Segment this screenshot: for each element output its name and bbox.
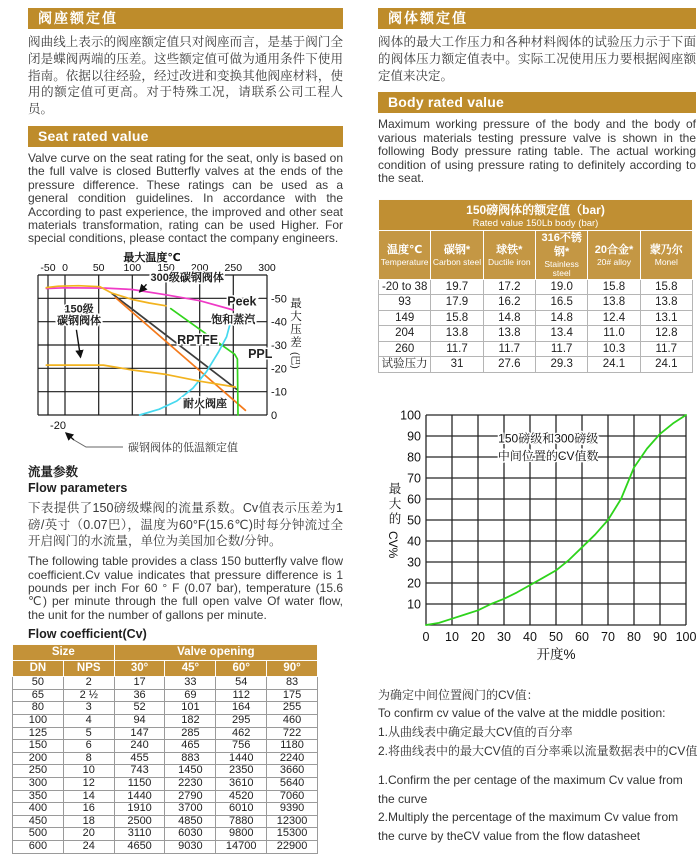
table-cell: 500 — [13, 828, 64, 841]
section-header-seat-cn: 阀座额定值 — [28, 8, 343, 29]
svg-text:150: 150 — [157, 261, 175, 274]
table-cell: 36 — [114, 689, 165, 702]
table-cell: 164 — [216, 702, 267, 715]
table-cell: 15.8 — [640, 279, 692, 295]
table-cell: 455 — [114, 752, 165, 765]
table-cell: 13.1 — [640, 310, 692, 326]
table-cell: 465 — [165, 740, 216, 753]
table-cell: 460 — [267, 715, 318, 728]
table-cell: 250 — [13, 765, 64, 778]
table-row — [13, 778, 318, 791]
svg-text:的: 的 — [388, 511, 402, 526]
table-cell: 462 — [216, 727, 267, 740]
table-cell: 11.7 — [483, 341, 535, 357]
table-cell: 722 — [267, 727, 318, 740]
svg-text:60: 60 — [407, 492, 421, 507]
svg-text:250: 250 — [224, 261, 243, 274]
section-header-body-en: Body rated value — [378, 92, 696, 113]
table-cell: 14 — [63, 790, 114, 803]
svg-text:-50: -50 — [40, 261, 56, 274]
cv-col-60: 60° — [216, 661, 267, 677]
table-cell: 150 — [13, 740, 64, 753]
table-row — [13, 727, 318, 740]
table-cell: 100 — [13, 715, 64, 728]
svg-text:-20: -20 — [50, 419, 66, 432]
cv-group-header-opening: Valve opening — [114, 645, 317, 661]
table-cell: 14.8 — [535, 310, 587, 326]
right-column — [378, 0, 696, 846]
svg-text:PPL: PPL — [248, 346, 273, 361]
svg-text:30: 30 — [497, 629, 511, 644]
body-col-temp: 温度℃ Temperature — [379, 231, 431, 279]
table-cell: 2230 — [165, 778, 216, 791]
table-cell: 8 — [63, 752, 114, 765]
table-cell: 13.8 — [588, 295, 640, 311]
table-cell: 11.0 — [588, 326, 640, 342]
table-cell: 69 — [165, 689, 216, 702]
body-rating-table — [378, 199, 693, 372]
table-cell: 2350 — [216, 765, 267, 778]
svg-text:40: 40 — [523, 629, 537, 644]
table-cell: 24 — [63, 840, 114, 853]
table-cell: 5640 — [267, 778, 318, 791]
table-cell: 18 — [63, 815, 114, 828]
table-cell: 15.8 — [431, 310, 483, 326]
cv-column-header-row — [13, 661, 318, 677]
table-cell: 255 — [267, 702, 318, 715]
table-cell: 7880 — [216, 815, 267, 828]
body-col-alloy: 20合金* 20# alloy — [588, 231, 640, 279]
svg-text:100: 100 — [123, 261, 142, 274]
table-cell: 83 — [267, 677, 318, 690]
table-cell: 883 — [165, 752, 216, 765]
table-cell: 31 — [431, 357, 483, 373]
table-row — [13, 828, 318, 841]
body-table-title-cn: 150磅阀体的额定值（bar) — [466, 203, 605, 218]
table-cell: 50 — [13, 677, 64, 690]
table-cell: 17.9 — [431, 295, 483, 311]
table-cell: 295 — [216, 715, 267, 728]
svg-text:大: 大 — [388, 496, 402, 511]
table-cell: 600 — [13, 840, 64, 853]
instruction-spacer — [378, 760, 696, 771]
svg-text:最: 最 — [388, 481, 402, 496]
table-cell: 13.8 — [431, 326, 483, 342]
table-cell: 1440 — [114, 790, 165, 803]
table-row — [379, 326, 693, 342]
svg-text:(巴): (巴) — [289, 351, 300, 369]
table-cell: 300 — [13, 778, 64, 791]
table-cell: 14700 — [216, 840, 267, 853]
table-cell: 260 — [379, 341, 431, 357]
body-table-title-en: Rated value 150Lb body (bar) — [472, 218, 599, 230]
table-cell: 6 — [63, 740, 114, 753]
instruction-line: To confirm cv value of the valve at the middle position: — [378, 706, 666, 721]
svg-text:300级碳钢阀体: 300级碳钢阀体 — [150, 271, 224, 284]
table-cell: 2 — [63, 677, 114, 690]
seat-intro-en: Valve curve on the seat rating for the seat, only is based on the full valve is closed Butterfly valves at the ends of the pressure difference. These ratings can be used as a general condition guidelines. In accordance with the According to past experience, the improved and other seat materials transformation, rating can be used Higher. For special conditions, please contact the company engineers. — [28, 150, 343, 246]
flow-params-title-cn: 流量参数 — [28, 464, 79, 479]
cv-group-header-size: Size — [13, 645, 115, 661]
svg-text:-40: -40 — [271, 316, 287, 329]
svg-text:大: 大 — [290, 310, 302, 323]
table-cell: 285 — [165, 727, 216, 740]
svg-text:300: 300 — [258, 261, 276, 274]
table-row — [13, 689, 318, 702]
table-cell: 65 — [13, 689, 64, 702]
cv-col-nps: NPS — [63, 661, 114, 677]
table-cell: 16 — [63, 803, 114, 816]
instruction-line: 2.将曲线表中的最大CV值的百分率乘以流量数据表中的CV值 — [378, 743, 698, 758]
svg-text:20: 20 — [407, 576, 421, 591]
table-cell: 7060 — [267, 790, 318, 803]
table-cell: 12300 — [267, 815, 318, 828]
table-row — [13, 815, 318, 828]
svg-text:-20: -20 — [271, 363, 287, 376]
flow-coefficient-table — [12, 644, 318, 853]
table-cell: 11.7 — [640, 341, 692, 357]
table-cell: 29.3 — [535, 357, 587, 373]
table-row — [13, 765, 318, 778]
table-cell: 149 — [379, 310, 431, 326]
svg-text:-10: -10 — [271, 386, 287, 399]
body-col-monel: 蒙乃尔 Monel — [640, 231, 692, 279]
table-cell: 1150 — [114, 778, 165, 791]
svg-text:CV%: CV% — [386, 530, 400, 559]
table-cell: 4850 — [165, 815, 216, 828]
section-header-body-cn: 阀体额定值 — [378, 8, 696, 29]
table-cell: 16.2 — [483, 295, 535, 311]
svg-text:200: 200 — [190, 261, 209, 274]
table-cell: 17 — [114, 677, 165, 690]
table-cell: 240 — [114, 740, 165, 753]
svg-text:60: 60 — [575, 629, 589, 644]
svg-text:20: 20 — [471, 629, 485, 644]
table-cell: 147 — [114, 727, 165, 740]
flow-text-en: The following table provides a class 150 butterfly valve flow coefficient.Cv value indicates that pressure difference is 1 pounds per inch For 60 ° F (0.07 bar), temperature (15.6 ℃) per minute through the full open valve Of water flow, the unit for the number of gallons per minute. — [28, 554, 343, 622]
svg-text:100: 100 — [675, 629, 696, 644]
table-cell: 9800 — [216, 828, 267, 841]
table-cell: 756 — [216, 740, 267, 753]
table-cell: 2500 — [114, 815, 165, 828]
table-row — [13, 840, 318, 853]
table-cell: 15300 — [267, 828, 318, 841]
svg-text:差: 差 — [290, 336, 302, 349]
table-cell: 3610 — [216, 778, 267, 791]
table-cell: 6010 — [216, 803, 267, 816]
table-cell: 22900 — [267, 840, 318, 853]
table-cell: 80 — [13, 702, 64, 715]
svg-text:碳钢阀体: 碳钢阀体 — [57, 314, 102, 327]
table-cell: 24.1 — [588, 357, 640, 373]
table-cell: 112 — [216, 689, 267, 702]
table-cell: 450 — [13, 815, 64, 828]
table-cell: 4 — [63, 715, 114, 728]
svg-text:100: 100 — [400, 408, 421, 423]
seat-intro-cn: 阀曲线上表示的阀座额定值只对阀座而言，是基于阀门全闭是蝶阀两端的压差。这些额定值可做为通用条件下使用指南。依据以往经验，经过改进和变换其他阀座材料，使用的额定值可更高。对于特殊工况，请联系公司工程人员。 — [28, 35, 343, 116]
table-cell: 24.1 — [640, 357, 692, 373]
svg-text:0: 0 — [271, 409, 278, 422]
table-cell: 2240 — [267, 752, 318, 765]
body-col-ductile: 球铁* Ductile iron — [483, 231, 535, 279]
table-row — [379, 310, 693, 326]
cv-instructions — [378, 686, 696, 846]
body-table-header-row — [379, 231, 693, 279]
svg-text:压: 压 — [290, 323, 302, 336]
table-cell: 125 — [13, 727, 64, 740]
table-cell: 3700 — [165, 803, 216, 816]
svg-text:90: 90 — [653, 629, 667, 644]
table-cell: 12.4 — [588, 310, 640, 326]
svg-text:耐火阀座: 耐火阀座 — [183, 397, 227, 410]
instruction-line: the curve by theCV value from the flow datasheet — [378, 828, 641, 843]
table-cell: 1450 — [165, 765, 216, 778]
cv-col-90: 90° — [267, 661, 318, 677]
section-header-seat-en: Seat rated value — [28, 126, 343, 147]
svg-text:50: 50 — [549, 629, 563, 644]
table-cell: 743 — [114, 765, 165, 778]
svg-text:50: 50 — [92, 261, 105, 274]
flow-params-title-en: Flow parameters — [28, 480, 128, 495]
table-cell: 54 — [216, 677, 267, 690]
table-row — [13, 752, 318, 765]
svg-text:30: 30 — [407, 555, 421, 570]
table-cell: 3660 — [267, 765, 318, 778]
seat-rating-chart — [28, 251, 343, 456]
table-cell: 10.3 — [588, 341, 640, 357]
cv-col-30: 30° — [114, 661, 165, 677]
svg-text:最: 最 — [290, 297, 302, 310]
body-intro-en: Maximum working pressure of the body and the body of various materials testing pressure valve is shown in the following Body pressure rating table. The actual working condition of using pressure rating to definitely according to the seat. — [378, 117, 696, 185]
body-table-title-row — [379, 200, 693, 231]
instruction-line: 1.从曲线表中确定最大CV值的百分率 — [378, 724, 573, 739]
table-cell: 3110 — [114, 828, 165, 841]
table-cell: 4520 — [216, 790, 267, 803]
table-cell: 175 — [267, 689, 318, 702]
svg-text:70: 70 — [407, 471, 421, 486]
table-cell: 1440 — [216, 752, 267, 765]
table-row — [13, 740, 318, 753]
cv-table-title: Flow coefficient(Cv) — [28, 627, 147, 642]
table-cell: 6030 — [165, 828, 216, 841]
svg-text:-30: -30 — [271, 339, 287, 352]
svg-text:150磅级和300磅级: 150磅级和300磅级 — [498, 431, 599, 446]
table-cell: 2 ½ — [63, 689, 114, 702]
table-row — [379, 279, 693, 295]
cv-group-header-row — [13, 645, 318, 661]
body-col-stainless: 316不锈钢* Stainless steel — [535, 231, 587, 279]
table-cell: 200 — [13, 752, 64, 765]
table-row — [13, 677, 318, 690]
body-intro-cn: 阀体的最大工作压力和各种材料阀体的试验压力示于下面的阀体压力额定值表中。实际工况使用压力要根据阀座额定值来决定。 — [378, 35, 696, 83]
svg-text:最大温度℃: 最大温度℃ — [123, 251, 181, 264]
table-cell: 14.8 — [483, 310, 535, 326]
table-cell: 101 — [165, 702, 216, 715]
table-cell: 20 — [63, 828, 114, 841]
svg-text:150级: 150级 — [64, 303, 94, 316]
table-row — [379, 357, 693, 373]
instruction-line: 为确定中间位置阀门的CV值： — [378, 687, 539, 702]
svg-text:RPTFE: RPTFE — [177, 332, 219, 347]
svg-text:Peek: Peek — [227, 294, 257, 309]
svg-text:10: 10 — [407, 597, 421, 612]
svg-text:40: 40 — [407, 534, 421, 549]
table-cell: 16.5 — [535, 295, 587, 311]
table-cell: 27.6 — [483, 357, 535, 373]
svg-text:饱和蒸汽: 饱和蒸汽 — [211, 313, 256, 326]
table-row — [13, 790, 318, 803]
table-cell: 204 — [379, 326, 431, 342]
table-cell: 12 — [63, 778, 114, 791]
table-cell: 19.0 — [535, 279, 587, 295]
table-cell: 15.8 — [588, 279, 640, 295]
instruction-line: the curve — [378, 791, 428, 806]
svg-text:中间位置的CV值数: 中间位置的CV值数 — [497, 448, 599, 463]
cv-percentage-chart — [378, 401, 696, 669]
grid — [426, 415, 686, 625]
svg-text:开度%: 开度% — [536, 646, 576, 662]
instruction-line: 1.Confirm the per centage of the maximum Cv value from — [378, 773, 683, 788]
svg-text:-50: -50 — [271, 293, 287, 306]
table-cell: 11.7 — [431, 341, 483, 357]
table-cell: 1180 — [267, 740, 318, 753]
instruction-line: 2.Multiply the percentage of the maximum Cv value from — [378, 810, 679, 825]
table-cell: 350 — [13, 790, 64, 803]
table-cell: 试验压力 — [379, 357, 431, 373]
table-cell: 4650 — [114, 840, 165, 853]
table-cell: 182 — [165, 715, 216, 728]
table-cell: 94 — [114, 715, 165, 728]
table-row — [13, 803, 318, 816]
cv-col-dn: DN — [13, 661, 64, 677]
table-row — [379, 341, 693, 357]
table-row — [13, 702, 318, 715]
table-cell: 2790 — [165, 790, 216, 803]
body-col-carbon: 碳钢* Carbon steel — [431, 231, 483, 279]
table-cell: 33 — [165, 677, 216, 690]
svg-text:碳钢阀体的低温额定值: 碳钢阀体的低温额定值 — [128, 441, 238, 454]
body-table-title — [379, 200, 693, 231]
left-column — [28, 0, 343, 854]
table-cell: 10 — [63, 765, 114, 778]
table-cell: 13.8 — [640, 295, 692, 311]
svg-text:0: 0 — [422, 629, 430, 644]
table-cell: -20 to 38 — [379, 279, 431, 295]
svg-text:80: 80 — [627, 629, 641, 644]
table-cell: 9030 — [165, 840, 216, 853]
svg-text:90: 90 — [407, 429, 421, 444]
table-cell: 13.8 — [483, 326, 535, 342]
table-cell: 17.2 — [483, 279, 535, 295]
svg-text:80: 80 — [407, 450, 421, 465]
table-cell: 19.7 — [431, 279, 483, 295]
table-cell: 400 — [13, 803, 64, 816]
svg-text:50: 50 — [407, 513, 421, 528]
table-row — [379, 295, 693, 311]
svg-text:70: 70 — [601, 629, 615, 644]
table-cell: 11.7 — [535, 341, 587, 357]
table-cell: 93 — [379, 295, 431, 311]
table-cell: 5 — [63, 727, 114, 740]
table-cell: 9390 — [267, 803, 318, 816]
table-cell: 12.8 — [640, 326, 692, 342]
cv-col-45: 45° — [165, 661, 216, 677]
table-cell: 3 — [63, 702, 114, 715]
table-cell: 1910 — [114, 803, 165, 816]
table-row — [13, 715, 318, 728]
table-cell: 13.4 — [535, 326, 587, 342]
flow-text-cn: 下表提供了150磅级蝶阀的流量系数。Cv值表示压差为1磅/英寸（0.07巴），温度为60°F(15.6℃)时每分钟流过全开启阀门的水流量，单位为美国加仑数/分钟。 — [28, 500, 343, 549]
table-cell: 52 — [114, 702, 165, 715]
svg-text:0: 0 — [62, 261, 68, 274]
svg-text:10: 10 — [445, 629, 459, 644]
